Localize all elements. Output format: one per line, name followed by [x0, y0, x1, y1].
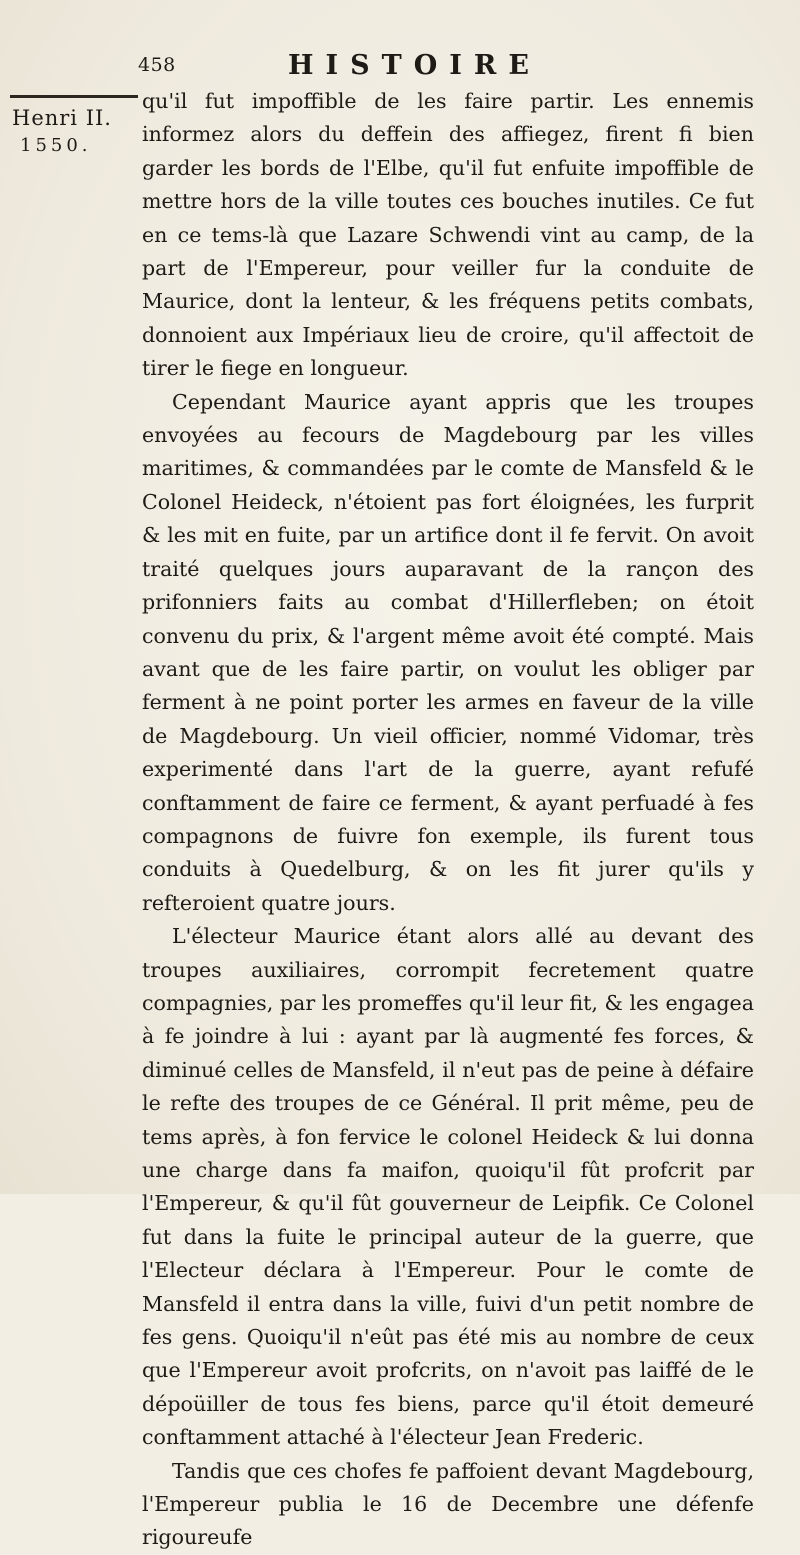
running-head [138, 50, 738, 84]
page-number: 458 [138, 54, 176, 76]
margin-reign: Henri II. [12, 106, 112, 130]
margin-note [12, 104, 132, 160]
paragraph-4: Tandis que ces chofes fe paffoient devant Magdebourg, l'Empereur publia le 16 de Decembre une défenfe rigoureufe [142, 1458, 754, 1550]
paragraph-1: qu'il fut impoffible de les faire partir. Les ennemis informez alors du deffein des affiegez, firent fi bien garder les bords de l'Elbe, qu'il fut enfuite impoffible de mettre hors de la ville toutes ces bouches inutiles. Ce fut en ce tems-là que Lazare Schwendi vint au camp, de la part de l'Empereur, pour veiller fur la conduite de Maurice, dont la lenteur, & les fréquens petits combats, donnoient aux Impériaux lieu de croire, qu'il affectoit de tirer le fiege en longueur. [142, 89, 754, 381]
margin-year: 1550. [20, 135, 92, 156]
paragraph-3: L'électeur Maurice étant alors allé au devant des troupes auxiliaires, corrompit fecretement quatre compagnies, par les promeffes qu'il leur fit, & les engagea à fe joindre à lui : ayant par là augmenté fes forces, & diminué celles de Mansfeld, il n'eut pas de peine à défaire le refte des troupes de ce Général. Il prit même, peu de tems après, à fon fervice le colonel Heideck & lui donna une charge dans fa maifon, quoiqu'il fût profcrit par l'Empereur, & qu'il fût gouverneur de Leipfik. Ce Colonel fut dans la fuite le principal auteur de la guerre, que l'Electeur déclara à l'Empereur. Pour le comte de Mansfeld il entra dans la ville, fuivi d'un petit nombre de fes gens. Quoiqu'il n'eût pas été mis au nombre de ceux que l'Empereur avoit profcrits, on n'avoit pas laiffé de le dépoüiller de tous fes biens, parce qu'il étoit demeuré conftamment attaché à l'électeur Jean Frederic. [142, 924, 754, 1450]
running-title: HISTOIRE [288, 50, 541, 81]
body-text [142, 85, 754, 1555]
paragraph-2: Cependant Maurice ayant appris que les troupes envoyées au fecours de Magdebourg par les villes maritimes, & commandées par le comte de Mansfeld & le Colonel Heideck, n'étoient pas fort éloignées, les furprit & les mit en fuite, par un artifice dont il fe fervit. On avoit traité quelques jours auparavant de la rançon des prifonniers faits au combat d'Hillerfleben; on étoit convenu du prix, & l'argent même avoit été compté. Mais avant que de les faire partir, on voulut les obliger par ferment à ne point porter les armes en faveur de la ville de Magdebourg. Un vieil officier, nommé Vidomar, très experimenté dans l'art de la guerre, ayant refufé conftamment de faire ce ferment, & ayant perfuadé à fes compagnons de fuivre fon exemple, ils furent tous conduits à Quedelburg, & on les fit jurer qu'ils y refteroient quatre jours. [142, 389, 754, 915]
margin-rule [10, 95, 138, 98]
